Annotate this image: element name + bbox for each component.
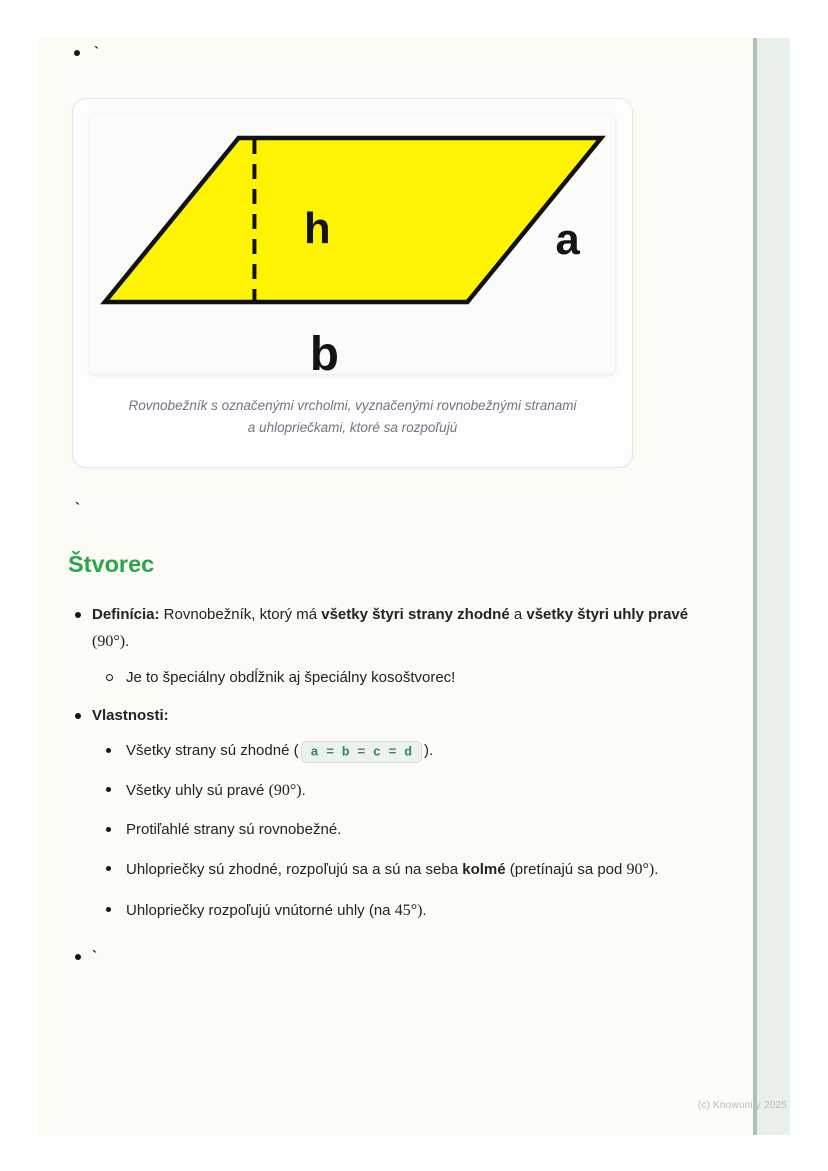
list-item-vlastnosti bbox=[68, 703, 716, 924]
figure-caption: Rovnobežník s označenými vrcholmi, vyznačenými rovnobežnými stranami a uhlopriečkami, ktoré sa rozpoľujú bbox=[128, 398, 577, 435]
prop3-text: Protiľahlé strany sú rovnobežné. bbox=[126, 821, 342, 839]
vlastnosti-sublist bbox=[92, 738, 716, 924]
bullet-marker bbox=[74, 50, 80, 56]
note-text: Je to špeciálny obdĺžnik aj špeciálny kosoštvorec! bbox=[126, 668, 456, 686]
definicia-text: Rovnobežník, ktorý má bbox=[159, 606, 322, 624]
definicia-label: Definícia: bbox=[92, 606, 160, 624]
prop2-math-90: (90°) bbox=[268, 781, 302, 799]
definicia-text-2: a bbox=[509, 606, 527, 624]
top-bullet-line bbox=[74, 44, 99, 61]
copyright-text: (c) Knowunity 2025 bbox=[697, 1100, 787, 1111]
figure-card bbox=[72, 98, 633, 468]
backtick-text: ` bbox=[94, 44, 99, 61]
prop1-text: Všetky strany sú zhodné ( bbox=[126, 742, 299, 760]
definicia-bold-2: všetky štyri uhly pravé bbox=[526, 606, 689, 624]
figure-image bbox=[90, 114, 615, 374]
stray-backtick: ` bbox=[75, 500, 80, 517]
label-b: b bbox=[309, 327, 339, 374]
prop2-text-2: . bbox=[301, 781, 306, 799]
prop4-bold-kolme: kolmé bbox=[462, 861, 506, 879]
list-item-prop3 bbox=[92, 817, 716, 843]
list-item-note bbox=[92, 665, 716, 691]
label-a: a bbox=[555, 214, 580, 265]
definicia-sublist bbox=[92, 665, 716, 691]
vlastnosti-label: Vlastnosti: bbox=[92, 707, 169, 725]
prop5-text-2: . bbox=[422, 901, 427, 919]
list-item-definicia bbox=[68, 602, 716, 690]
list-item-prop1 bbox=[92, 738, 716, 764]
section-stvorec bbox=[68, 550, 716, 982]
prop4-text: Uhlopriečky sú zhodné, rozpoľujú sa a sú na seba bbox=[126, 861, 463, 879]
parallelogram-figure bbox=[90, 114, 615, 374]
section-list bbox=[68, 602, 716, 970]
label-h: h bbox=[303, 203, 331, 254]
prop5-math-45: 45°) bbox=[394, 901, 423, 919]
trailing-backtick: ` bbox=[92, 948, 97, 966]
list-item-trailing-tick bbox=[68, 944, 716, 970]
page-edge-strip bbox=[753, 38, 790, 1135]
prop5-text: Uhlopriečky rozpoľujú vnútorné uhly (na bbox=[126, 901, 395, 919]
list-item-prop2 bbox=[92, 777, 716, 805]
document-sheet bbox=[38, 38, 790, 1135]
prop4-text-3: . bbox=[654, 861, 659, 879]
definicia-math-90: (90°) bbox=[92, 632, 126, 650]
definicia-text-4: . bbox=[125, 632, 130, 650]
list-item-prop5 bbox=[92, 897, 716, 925]
prop1-text-2: ). bbox=[424, 742, 434, 760]
prop1-code-chip: a = b = c = d bbox=[301, 741, 422, 763]
list-item-prop4 bbox=[92, 856, 716, 884]
prop4-math-90: 90°) bbox=[626, 861, 655, 879]
prop4-text-2: (pretínajú sa pod bbox=[505, 861, 627, 879]
section-title: Štvorec bbox=[68, 551, 155, 577]
parallelogram-shape bbox=[105, 138, 601, 302]
prop2-text: Všetky uhly sú pravé bbox=[126, 781, 269, 799]
definicia-bold-1: všetky štyri strany zhodné bbox=[321, 606, 510, 624]
